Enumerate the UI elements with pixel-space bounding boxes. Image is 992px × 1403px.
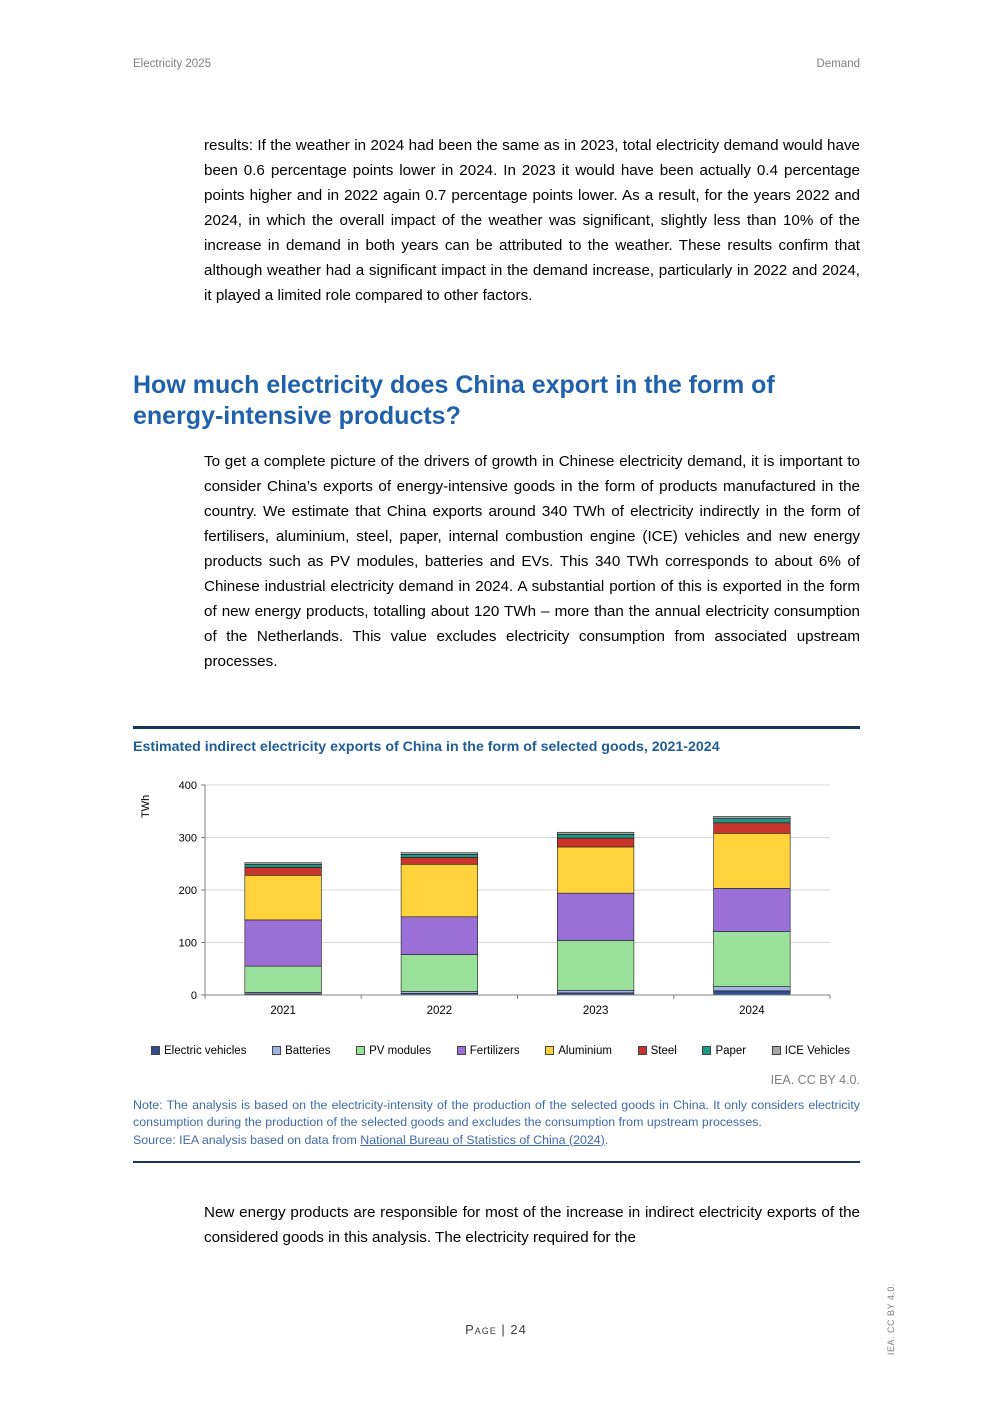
legend-item: [702, 1045, 746, 1057]
paragraph-weather-results: results: If the weather in 2024 had been the same as in 2023, total electricity demand would have been 0.6 percentage points lower in 2024. In 2023 it would have been actually 0.4 percentage points higher and in 2022 again 0.7 percentage points lower. As a result, for the years 2022 and 2024, in which the overall impact of the weather was significant, slightly less than 10% of the increase in demand in both years can be attributed to the weather. These results confirm that although weather had a significant impact in the demand increase, particularly in 2022 and 2024, it played a limited role compared to other factors.: [204, 137, 860, 304]
legend-label: Batteries: [285, 1044, 331, 1057]
stacked-bar-chart: [133, 760, 860, 1025]
svg-text:2023: 2023: [582, 1004, 609, 1017]
legend-swatch: [356, 1046, 365, 1055]
header-publication-title: Electricity 2025: [133, 58, 211, 70]
legend-swatch: [272, 1046, 281, 1055]
legend-label: Paper: [715, 1044, 747, 1057]
legend-swatch: [545, 1046, 554, 1055]
svg-text:200: 200: [178, 884, 197, 897]
figure-top-rule: [133, 726, 860, 729]
header-chapter-title: Demand: [816, 58, 860, 70]
legend-swatch: [772, 1046, 781, 1055]
svg-text:TWh: TWh: [140, 794, 152, 818]
source-link[interactable]: National Bureau of Statistics of China (2024): [360, 1132, 605, 1147]
figure-bottom-rule: [133, 1161, 860, 1163]
paragraph-china-exports: To get a complete picture of the drivers of growth in Chinese electricity demand, it is important to consider China’s exports of energy-intensive goods in the form of products manufactured in the country. We estimate that China exports around 340 TWh of electricity indirectly in the form of fertilisers, aluminium, steel, paper, internal combustion engine (ICE) vehicles and new energy products such as PV modules, batteries and EVs. This 340 TWh corresponds to about 6% of Chinese industrial electricity demand in 2024. A substantial portion of this is exported in the form of new energy products, totalling about 120 TWh – more than the annual electricity consumption of the Netherlands. This value excludes electricity consumption from associated upstream processes.: [204, 453, 860, 670]
svg-text:400: 400: [178, 779, 197, 792]
page-number: Page | 24: [465, 1322, 527, 1337]
legend-item: [545, 1045, 612, 1057]
legend-label: Fertilizers: [469, 1044, 520, 1057]
legend-label: Aluminium: [558, 1044, 612, 1057]
source-prefix: Source: IEA analysis based on data from: [133, 1132, 361, 1147]
source-suffix: .: [604, 1132, 609, 1147]
figure-title: Estimated indirect electricity exports of China in the form of selected goods, 2021-2024: [133, 738, 720, 755]
svg-text:2022: 2022: [426, 1004, 453, 1017]
svg-text:2024: 2024: [739, 1004, 765, 1017]
legend-item: [457, 1045, 520, 1057]
legend-swatch: [457, 1046, 466, 1055]
legend-label: Steel: [650, 1044, 677, 1057]
svg-text:2021: 2021: [270, 1004, 296, 1017]
svg-text:300: 300: [178, 832, 197, 844]
figure-note: Note: The analysis is based on the electricity-intensity of the production of the selected goods in China. It only considers electricity consumption during the production of the selected goods and excludes the consumption from upstream processes.: [133, 1097, 860, 1129]
vertical-license-text: IEA. CC BY 4.0.: [886, 1283, 896, 1355]
chart-legend: [133, 1045, 860, 1057]
figure-attribution: IEA. CC BY 4.0.: [770, 1072, 860, 1087]
legend-label: Electric vehicles: [164, 1044, 247, 1057]
legend-label: ICE Vehicles: [784, 1044, 850, 1057]
legend-swatch: [638, 1046, 647, 1055]
section-heading: How much electricity does China export in the form of energy-intensive products?: [133, 371, 775, 430]
legend-item: [356, 1045, 431, 1057]
paragraph-new-energy: New energy products are responsible for most of the increase in indirect electricity exports of the considered goods in this analysis. The electricity required for the: [204, 1204, 860, 1246]
legend-swatch: [702, 1046, 711, 1055]
legend-swatch: [151, 1046, 160, 1055]
legend-item: [772, 1045, 850, 1057]
figure-source: [133, 1132, 860, 1150]
figure-indirect-exports: [133, 726, 860, 1163]
legend-item: [151, 1045, 246, 1057]
svg-text:0: 0: [190, 989, 197, 1002]
running-header: [133, 58, 860, 70]
legend-item: [272, 1045, 330, 1057]
chart-canvas: [133, 760, 860, 1020]
legend-item: [638, 1045, 677, 1057]
svg-text:100: 100: [178, 937, 197, 949]
legend-label: PV modules: [369, 1044, 432, 1057]
